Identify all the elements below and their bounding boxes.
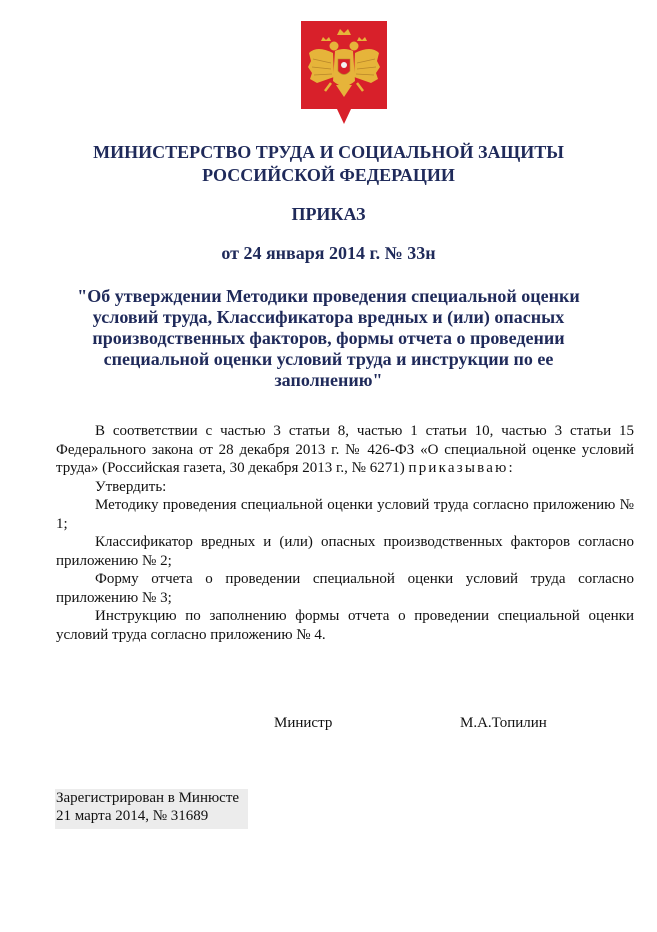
approve-paragraph: Утвердить: (95, 478, 167, 495)
document-body (56, 422, 634, 644)
subject-line-5: заполнению" (274, 370, 383, 390)
registration-line-1: Зарегистрирован в Минюсте (56, 790, 240, 806)
ministry-heading (40, 141, 617, 187)
registration-note (55, 789, 248, 829)
ministry-line-1: МИНИСТЕРСТВО ТРУДА И СОЦИАЛЬНОЙ ЗАЩИТЫ (93, 142, 564, 162)
document-type: ПРИКАЗ (291, 204, 366, 224)
coat-of-arms-icon (301, 21, 387, 124)
approve-item-3: Форму отчета о проведении специальной оценки условий труда согласно приложению № 3; (56, 571, 634, 606)
approve-item-4: Инструкцию по заполнению формы отчета о проведении специальной оценки условий труда согласно приложению № 4. (56, 608, 634, 643)
registration-line-2: 21 марта 2014, № 31689 (56, 808, 209, 824)
subject-line-3: производственных факторов, формы отчета о проведении (92, 328, 565, 348)
document-subject (70, 286, 587, 391)
signatory-name: М.А.Топилин (460, 715, 547, 731)
subject-line-2: условий труда, Классификатора вредных и (или) опасных (92, 307, 565, 327)
subject-line-4: специальной оценки условий труда и инструкции по ее (103, 349, 554, 369)
subject-line-1: "Об утверждении Методики проведения специальной оценки (77, 286, 580, 306)
order-word: приказываю: (408, 460, 515, 476)
document-date-number: от 24 января 2014 г. № 33н (221, 243, 436, 263)
signatory-title: Министр (274, 715, 333, 731)
ministry-line-2: РОССИЙСКОЙ ФЕДЕРАЦИИ (202, 165, 455, 185)
approve-item-2: Классификатор вредных и (или) опасных производственных факторов согласно приложению № 2; (56, 534, 634, 569)
approve-item-1: Методику проведения специальной оценки условий труда согласно приложению № 1; (56, 497, 634, 532)
preamble-paragraph (56, 422, 634, 478)
preamble-text: В соответствии с частью 3 статьи 8, частью 1 статьи 10, частью 3 статьи 15 Федерального закона от 28 декабря 2013 г. № 426-ФЗ «О специальной оценке условий труда» (Российская газета, 30 декабря 2013 г., № 6271) (56, 423, 634, 476)
